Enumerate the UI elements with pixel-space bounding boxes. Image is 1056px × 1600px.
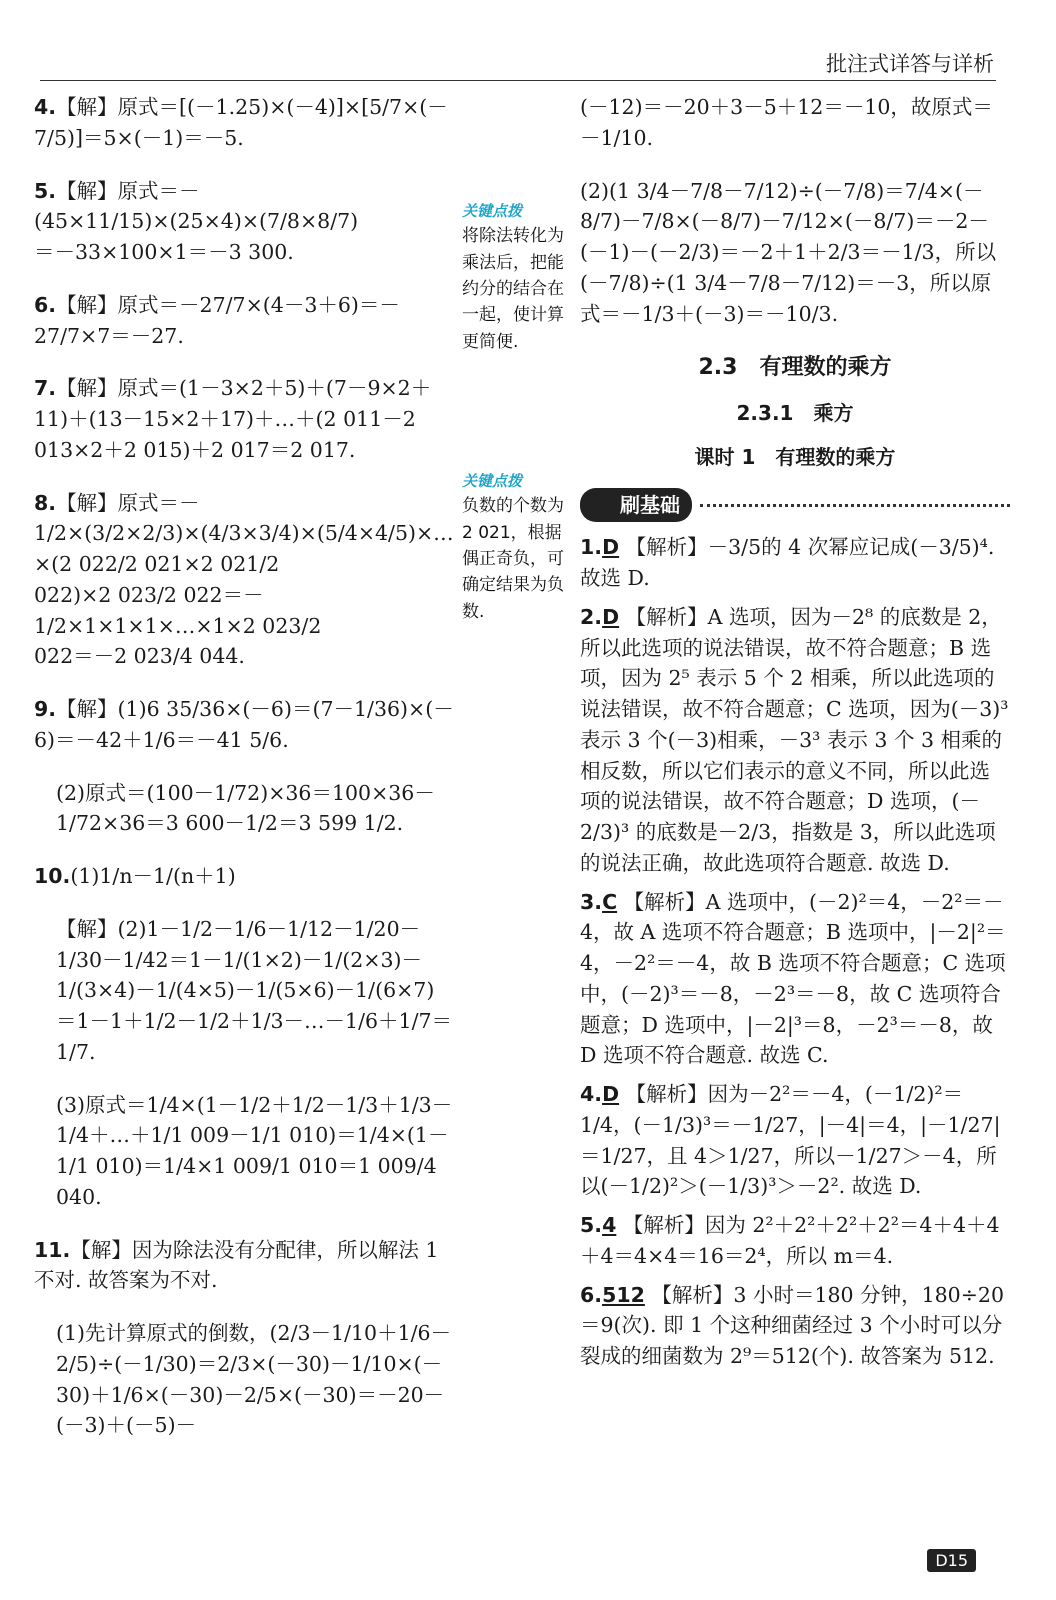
problem-5: 5.【解】原式＝－(45×11/15)×(25×4)×(7/8×8/7)＝－33×100×1＝－3 300.: [34, 178, 359, 264]
note-title: 关键点拨: [462, 472, 523, 490]
subsection-title: 2.3.1 乘方: [736, 401, 854, 426]
answer-6: 6.512 【解析】3 小时＝180 分钟，180÷20＝9(次). 即 1 个这种细菌经过 3 个小时可以分裂成的细菌数为 2⁹＝512(个). 故答案为 512.: [580, 1282, 1004, 1368]
problem-9-part2: (2)原式＝(100－1/72)×36＝100×36－1/72×36＝3 600－1/2＝3 599 1/2.: [56, 780, 435, 836]
practice-banner: [580, 486, 1010, 522]
section-title: 2.3 有理数的乘方: [698, 355, 892, 381]
answer-2: 2.D 【解析】A 选项，因为－2⁸ 的底数是 2，所以此选项的说法错误，故不符合题意；B 选项，因为 2⁵ 表示 5 个 2 相乘，所以此选项的说法错误，故不符合题意；C 选项，因为(－3)³ 表示 3 个(－3)相乘，－3³ 表示 3 个 3 相乘的相反数，所以它们表示的意义不同，所以此选项的说法错误，故不符合题意；D 选项，(－2/3)³ 的底数是－2/3，指数是 3，所以此选项的说法正确，故此选项符合题意. 故选 D.: [580, 604, 1009, 875]
problem-4: 4.【解】原式＝[(－1.25)×(－4)]×[5/7×(－7/5)]＝5×(－1)＝－5.: [34, 95, 448, 150]
problem-11-part2: (2)(1 3/4－7/8－7/12)÷(－7/8)＝7/4×(－8/7)－7/8×(－8/7)－7/12×(－8/7)＝－2－(－1)－(－2/3)＝－2＋1＋2/3＝－1/3，所以(－7/8)÷(1 3/4－7/8－7/12)＝－3，所以原式＝－1/3＋(－3)＝－10/3.: [580, 178, 997, 326]
note-text: 将除法转化为乘法后，把能约分的结合在一起，使计算更简便.: [462, 226, 564, 352]
left-column: [34, 92, 454, 1463]
margin-note-1: [462, 200, 570, 355]
banner-dotted-rule: [700, 504, 1010, 507]
margin-note-2: [462, 470, 570, 625]
problem-10-part1: 10.(1)1/n－1/(n＋1): [34, 864, 236, 888]
answer-3: 3.C 【解析】A 选项中，(－2)²＝4，－2²＝－4，故 A 选项不符合题意；B 选项中，|－2|²＝4，－2²＝－4，故 B 选项不符合题意；C 选项中，(－2)³＝－8，－2³＝－8，故 C 选项符合题意；D 选项中，|－2|³＝8，－2³＝－8，故 D 选项不符合题意. 故选 C.: [580, 889, 1006, 1068]
problem-10-part2: 【解】(2)1－1/2－1/6－1/12－1/20－1/30－1/42＝1－1/(1×2)－1/(2×3)－1/(3×4)－1/(4×5)－1/(5×6)－1/(6×7)＝1－1＋1/2－1/2＋1/3－…－1/6＋1/7＝1/7.: [56, 916, 453, 1064]
problem-9-part1: 9.【解】(1)6 35/36×(－6)＝(7－1/36)×(－6)＝－42＋1/6＝－41 5/6.: [34, 697, 454, 752]
page-number: D15: [927, 1549, 976, 1572]
problem-7: 7.【解】原式＝(1－3×2＋5)＋(7－9×2＋11)＋(13－15×2＋17)＋…＋(2 011－2 013×2＋2 015)＋2 017＝2 017.: [34, 376, 432, 462]
banner-label: 刷基础: [580, 488, 692, 522]
note-text: 负数的个数为 2 021，根据偶正奇负，可确定结果为负数.: [462, 496, 564, 622]
answer-5: 5.4 【解析】因为 2²＋2²＋2²＋2²＝4＋4＋4＋4＝4×4＝16＝2⁴，所以 m＝4.: [580, 1213, 1000, 1268]
continuation-line: (－12)＝－20＋3－5＋12＝－10，故原式＝－1/10.: [580, 95, 993, 150]
problem-11-part1: (1)先计算原式的倒数，(2/3－1/10＋1/6－2/5)÷(－1/30)＝2/3×(－30)－1/10×(－30)＋1/6×(－30)－2/5×(－30)＝－20－(－3)＋(－5)－: [56, 1321, 452, 1438]
problem-8: 8.【解】原式＝－1/2×(3/2×2/3)×(4/3×3/4)×(5/4×4/5)×…×(2 022/2 021×2 021/2 022)×2 023/2 022＝－1/2×1×1×1×…×1×2 023/2 022＝－2 023/4 044.: [34, 490, 454, 669]
lesson-title: 课时 1 有理数的乘方: [694, 445, 896, 470]
problem-11: 11.【解】因为除法没有分配律，所以解法 1 不对. 故答案为不对.: [34, 1237, 439, 1293]
right-column: [580, 92, 1010, 1380]
answer-4: 4.D 【解析】因为－2²＝－4，(－1/2)²＝1/4，(－1/3)³＝－1/27，|－4|＝4，|－1/27|＝1/27，且 4＞1/27，所以－1/27＞－4，所以(－1/2)²＞(－1/3)³＞－2². 故选 D.: [580, 1082, 1001, 1199]
answer-1: 1.D 【解析】－3/5的 4 次幂应记成(－3/5)⁴. 故选 D.: [580, 535, 995, 590]
note-title: 关键点拨: [462, 202, 523, 220]
problem-6: 6.【解】原式＝－27/7×(4－3＋6)＝－27/7×7＝－27.: [34, 292, 400, 348]
header-rule: [40, 80, 996, 81]
problem-10-part3: (3)原式＝1/4×(1－1/2＋1/2－1/3＋1/3－1/4＋…＋1/1 009－1/1 010)＝1/4×(1－1/1 010)＝1/4×1 009/1 010＝1 009/4 040.: [56, 1092, 453, 1209]
running-header: 批注式详答与详析: [826, 52, 994, 76]
